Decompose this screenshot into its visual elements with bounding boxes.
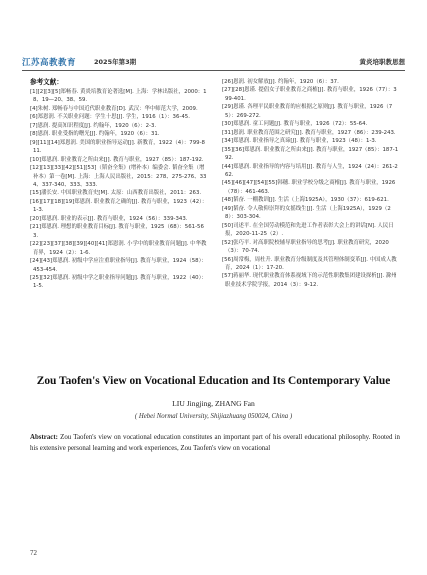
section-label: 黄炎培职教思想 bbox=[359, 58, 405, 66]
references-heading: 参考文献： bbox=[30, 78, 63, 86]
running-header bbox=[22, 56, 405, 68]
reference-item: [45][46][47][54][55]韩穗. 职业学校分级之商榷[J]. 教育与职业，1926（78）：461-463. bbox=[222, 180, 396, 195]
page-number: 72 bbox=[30, 549, 37, 557]
abstract-text: Zou Taofen's view on vocational education constitutes an important part of his overall educational philosophy. Rooted in his extensive personal learning and work experiences, Zou Taofen's view on vocational bbox=[30, 434, 400, 452]
reference-item: [29]恩谨. 各理平民职业教育的应根据之原则[J]. 教育与职业，1926（75）：269-272. bbox=[222, 104, 393, 119]
references-right-column bbox=[222, 78, 400, 289]
reference-item: [12][13][33][42][51][53]（韬奋全集》(增补本）编委会. 韬奋全集（增补本）第一卷[M]. 上海：上海人民出版社，2015：278、275-276、334、337-340、333、333. bbox=[30, 165, 207, 188]
reference-item: [48]韬奋. 一棚教训[J]. 生活（上海1925A），1930（37）：619-621. bbox=[222, 197, 389, 204]
issue-label: 2025年第3期 bbox=[94, 58, 137, 66]
abstract-label: Abstract: bbox=[30, 434, 58, 441]
reference-item: [10]郑恩润. 职业教育之所由来[J]. 教育与职业，1927（85）：187-192. bbox=[30, 156, 204, 163]
reference-item: [52]张巧平. 对高职院校辅导职业指导的思考[J]. 职业教育研究，2020（3）：70-74. bbox=[222, 239, 389, 255]
reference-item: [9][11][14]郑恩润. 美国的职业指导运动[J]. 新教育，1922（4）：799-811. bbox=[30, 139, 205, 155]
reference-item: [6]郑恩润. 不关职业问题：学生十思[J]. 学生，1916（1）：36-45. bbox=[30, 114, 190, 121]
reference-item: [8]恩润. 职业受指的曙光[J]. 约翰年，1920（6）：31. bbox=[30, 131, 160, 138]
journal-title: 江苏高教教育 bbox=[22, 58, 77, 68]
abstract bbox=[30, 433, 400, 454]
reference-item: [26]恩润. 初女解放[J]. 约翰年，1920（6）：37. bbox=[222, 79, 339, 85]
affiliation: ( Hebei Normal University, Shijiazhuang 050024, China ) bbox=[134, 413, 293, 420]
reference-item: [49]韬奋. 令人敬仰崇拜的女摇线生[J]. 生活（上海1925A），1929（28）：303-304. bbox=[222, 205, 391, 221]
references-left-column bbox=[30, 78, 208, 291]
reference-item: [4]朱树. 郑畅春与中国近代职业教育[D]. 武汉：华中师范大学，2009. bbox=[30, 105, 198, 112]
reference-item: [15]潘长安. 中国职业教育史[M]. 太原：山西教育出版社，2011：263. bbox=[30, 190, 202, 197]
reference-item: [20]郑恩润. 职业的表示[J]. 教育与职业，1924（56）：339-343. bbox=[30, 215, 188, 222]
reference-item: [31]恩润. 职业教育范围之研究[J]. 教育与职业，1927（86）：239-243. bbox=[222, 129, 396, 136]
reference-item: [34]郑恩润. 职业指导之真谛[J]. 教育与职业，1923（48）：1-3. bbox=[222, 138, 377, 145]
reference-item: [24][43]郑恩润. 初级中学应注重职业指导[J]. 教育与职业，1924（58）：453-454. bbox=[30, 258, 207, 273]
reference-item: [22][23][37][38][39][40][41]郑恩润. 小学中的职业教育问题[J]. 中华教育界，1924（2）：1-6. bbox=[30, 241, 207, 256]
reference-item: [16][17][18][19]郑恩润. 职业教育之确的[J]. 教育与职业，1923（42）：1-3. bbox=[30, 198, 208, 214]
reference-item: [27][28]恩谨. 提倡女子职业教育之商榷[J]. 教育与职业，1926（77）：399-401. bbox=[222, 87, 397, 102]
reference-item: [21]郑恩润. 理想的职业教育目标[J]. 教育与职业，1925（68）：561-563. bbox=[30, 224, 204, 239]
reference-item: [44]郑恩润. 职业指导的内容与培用[J]. 教育与人生，1924（24）：261-262. bbox=[222, 163, 398, 178]
reference-item: [57]蒋丽华. 现代职业教育体系视域下的示范性职教集团建设探析[J]. 滁州职业技术学院学报，2014（3）：9-12. bbox=[222, 273, 397, 288]
reference-item: [35][36]郑恩润. 职业教育之所由来[J]. 教育与职业，1927（85）：187-192. bbox=[222, 146, 399, 162]
reference-item: [56]周常梅，周杜升. 职业教育分级制度及其管理体制变革[J]. 中国成人教育，2024（1）：17-20. bbox=[222, 256, 397, 271]
reference-item: [50]司述平. 在全国劳动模范和先进工作者表彰大会上的讲话[N]. 人民日报，2020-11-25（2）. bbox=[222, 222, 394, 238]
reference-item: [30]郑恩润. 童工问题[J]. 教育与职业，1926（72）：55-64. bbox=[222, 121, 368, 128]
english-title: Zou Taofen's View on Vocational Education and Its Contemporary Value bbox=[36, 375, 391, 387]
reference-item: [1][2][3][5]郑畅春. 黄炎培教育论著选[M]. 上海：学林出版社，2000：18、19—20、38、59. bbox=[30, 89, 207, 104]
reference-item: [7]恩润. 提高知识程度[J]. 约翰年，1920（6）：2-3. bbox=[30, 122, 157, 129]
reference-item: [25][32]郑恩润. 初级中学之职业指导问题[J]. 教育与职业，1922（40）：1-5. bbox=[30, 274, 207, 290]
header-rule bbox=[22, 70, 405, 71]
authors: LIU Jingjing, ZHANG Fan bbox=[172, 399, 255, 408]
